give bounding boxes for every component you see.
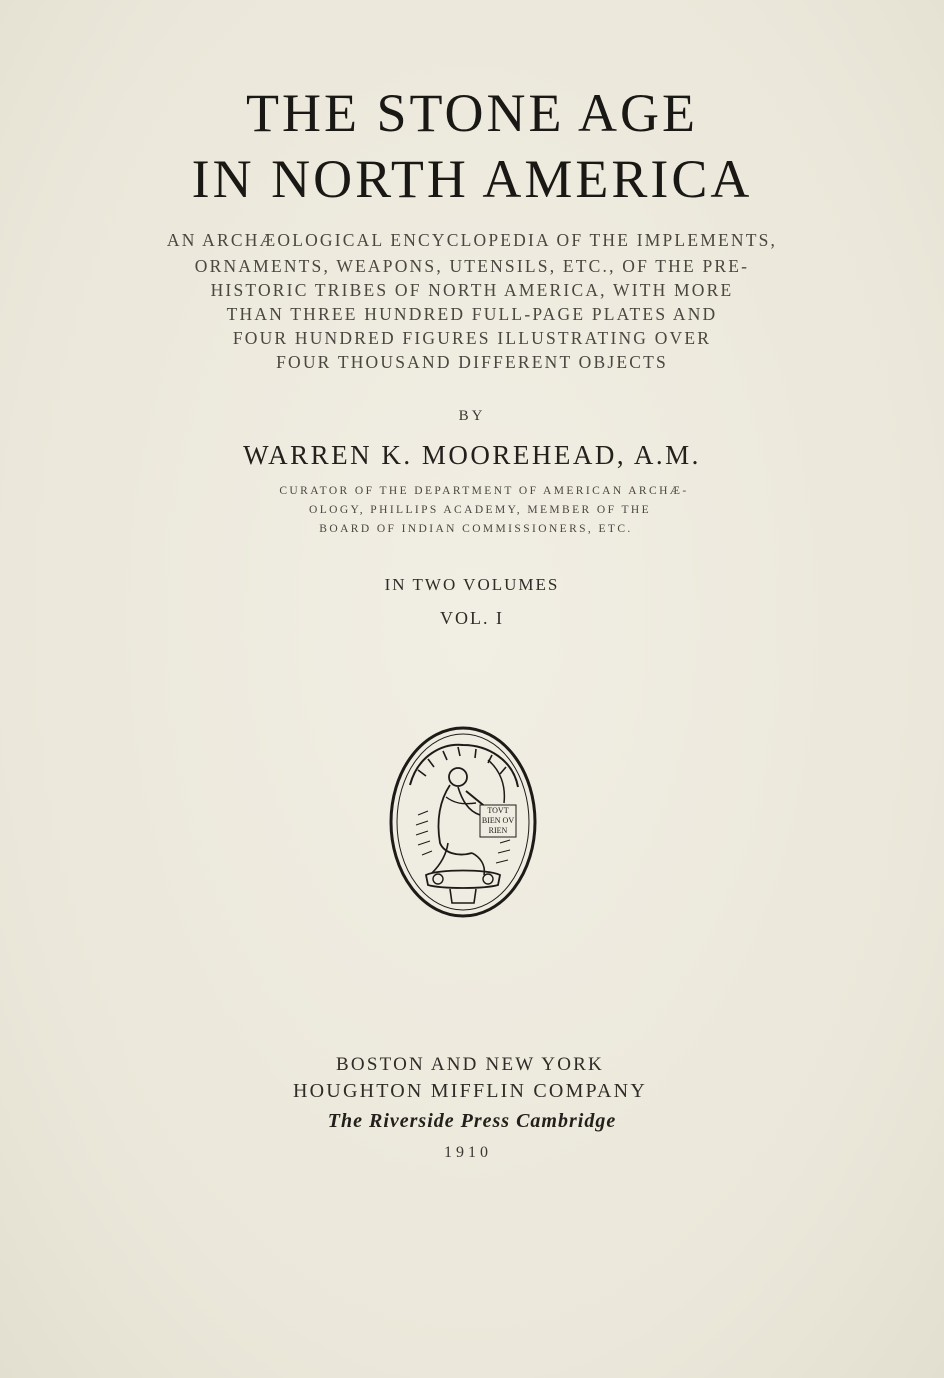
imprint-place: BOSTON AND NEW YORK (336, 1054, 604, 1075)
subtitle-line: FOUR THOUSAND DIFFERENT OBJECTS (276, 352, 668, 372)
subtitle-line: AN ARCHÆOLOGICAL ENCYCLOPEDIA OF THE IMPLEMENTS, (166, 230, 778, 250)
device-motto-line: RIEN (488, 826, 508, 835)
volume-number: VOL. I (440, 608, 504, 628)
title-line-1: THE STONE AGE (246, 83, 698, 143)
credentials-line: BOARD OF INDIAN COMMISSIONERS, ETC. (319, 523, 633, 535)
imprint-press: The Riverside Press Cambridge (327, 1110, 617, 1132)
credentials-line: CURATOR OF THE DEPARTMENT OF AMERICAN ARCHÆ- (279, 485, 689, 497)
subtitle-line: THAN THREE HUNDRED FULL-PAGE PLATES AND (226, 304, 718, 324)
title-line-2: IN NORTH AMERICA (191, 149, 753, 209)
author-name: WARREN K. MOOREHEAD, A.M. (243, 440, 701, 470)
by-label: BY (458, 408, 486, 424)
volume-set: IN TWO VOLUMES (384, 575, 560, 594)
imprint-publisher: HOUGHTON MIFFLIN COMPANY (293, 1080, 647, 1102)
imprint-year: 1910 (444, 1144, 492, 1161)
device-motto-line: TOVT (487, 806, 509, 815)
subtitle-line: FOUR HUNDRED FIGURES ILLUSTRATING OVER (232, 328, 712, 348)
device-motto-line: BIEN OV (481, 816, 515, 825)
subtitle-line: HISTORIC TRIBES OF NORTH AMERICA, WITH MORE (210, 280, 734, 300)
credentials-line: OLOGY, PHILLIPS ACADEMY, MEMBER OF THE (309, 504, 651, 516)
subtitle-line: ORNAMENTS, WEAPONS, UTENSILS, ETC., OF THE PRE- (194, 256, 750, 276)
publisher-device-emblem (388, 725, 538, 920)
